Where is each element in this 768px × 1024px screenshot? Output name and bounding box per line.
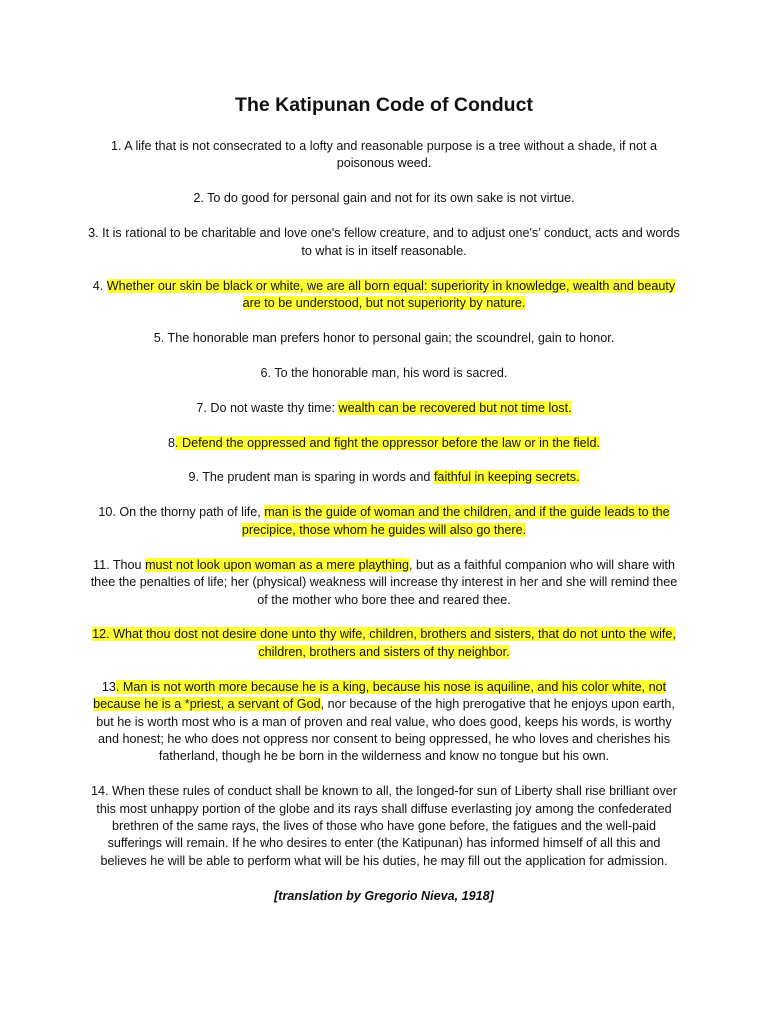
rule-1-text: 1. A life that is not consecrated to a lofty and reasonable purpose is a tree without a shade, if not a poisonous weed. [110,139,658,171]
rule-10-highlight: man is the guide of woman and the children, and if the guide leads to the precipice, those whom he guides will also go there. [241,505,670,537]
rule-4-highlight: Whether our skin be black or white, we are all born equal: superiority in knowledge, wealth and beauty are to be understood, but not superiority by nature. [106,278,676,310]
rule-10-text: 10. On the thorny path of life, [98,505,265,520]
rule-12 [88,626,680,661]
rule-11-highlight: must not look upon woman as a mere plaything [145,557,409,572]
rule-8-number: 8 [168,435,176,450]
rule-14-text: 14. When these rules of conduct shall be known to all, the longed-for sun of Liberty shall rise brilliant over this most unhappy portion of the globe and its rays shall diffuse everlasting joy among the confederated brethren of the same rays, the lives of those who have gone before, the fatigues and the well-paid sufferings will remain. If he who desires to enter (the Katipunan) has informed himself of all this and believes he will be able to perform what will be his duties, he may fill out the application for admission. [91,784,677,868]
rule-6-text: 6. To the honorable man, his word is sacred. [260,365,508,380]
rule-5 [88,330,680,347]
rule-4 [88,278,680,313]
rule-6 [88,365,680,382]
rule-11-text-end: , but as a faithful companion who will share with thee the penalties of life; her (physical) weakness will increase thy interest in her and she will remind thee of the mother who bore thee and reared thee. [90,557,678,607]
rule-1 [88,138,680,173]
rule-11 [88,557,680,609]
rule-13 [88,679,680,766]
rule-2-text: 2. To do good for personal gain and not for its own sake is not virtue. [193,191,575,206]
rule-4-number: 4. [92,278,107,293]
rule-2 [88,190,680,207]
rule-11-text-start: 11. Thou [93,557,146,572]
rule-3-text: 3. It is rational to be charitable and love one's fellow creature, and to adjust one's’ conduct, acts and words to what is in itself reasonable. [88,226,680,258]
document-title: The Katipunan Code of Conduct [235,94,533,116]
rule-13-highlight: . Man is not worth more because he is a king, because his nose is aquiline, and his color white, not because he is a *priest, a servant of God [93,679,667,712]
rule-8-highlight: . Defend the oppressed and fight the oppressor before the law or in the field. [175,435,600,450]
rule-13-number: 13 [101,679,116,694]
rule-9-text: 9. The prudent man is sparing in words and [188,470,434,485]
rule-14 [88,783,680,870]
document-page [88,92,680,905]
rule-13-text-end: , nor because of the high prerogative that he enjoys upon earth, but he is worth most who is a man of proven and real value, who does good, keeps his words, is worthy and honest; he who does not oppress nor consent to being oppressed, he who loves and cherishes his fatherland, though he be born in the wilderness and know no tongue but his own. [96,697,675,764]
rule-7 [88,400,680,417]
rule-5-text: 5. The honorable man prefers honor to personal gain; the scoundrel, gain to honor. [153,330,615,345]
rule-12-highlight: 12. What thou dost not desire done unto thy wife, children, brothers and sisters, that do not unto the wife, children, brothers and sisters of thy neighbor. [92,627,676,659]
rule-8 [88,435,680,452]
rule-7-highlight: wealth can be recovered but not time lost. [338,400,572,415]
translation-caption: [translation by Gregorio Nieva, 1918] [274,888,494,903]
rule-9-highlight: faithful in keeping secrets. [433,470,580,485]
rule-10 [88,504,680,539]
rule-9 [88,469,680,486]
rule-3 [88,225,680,260]
rule-7-text: 7. Do not waste thy time: [196,400,339,415]
